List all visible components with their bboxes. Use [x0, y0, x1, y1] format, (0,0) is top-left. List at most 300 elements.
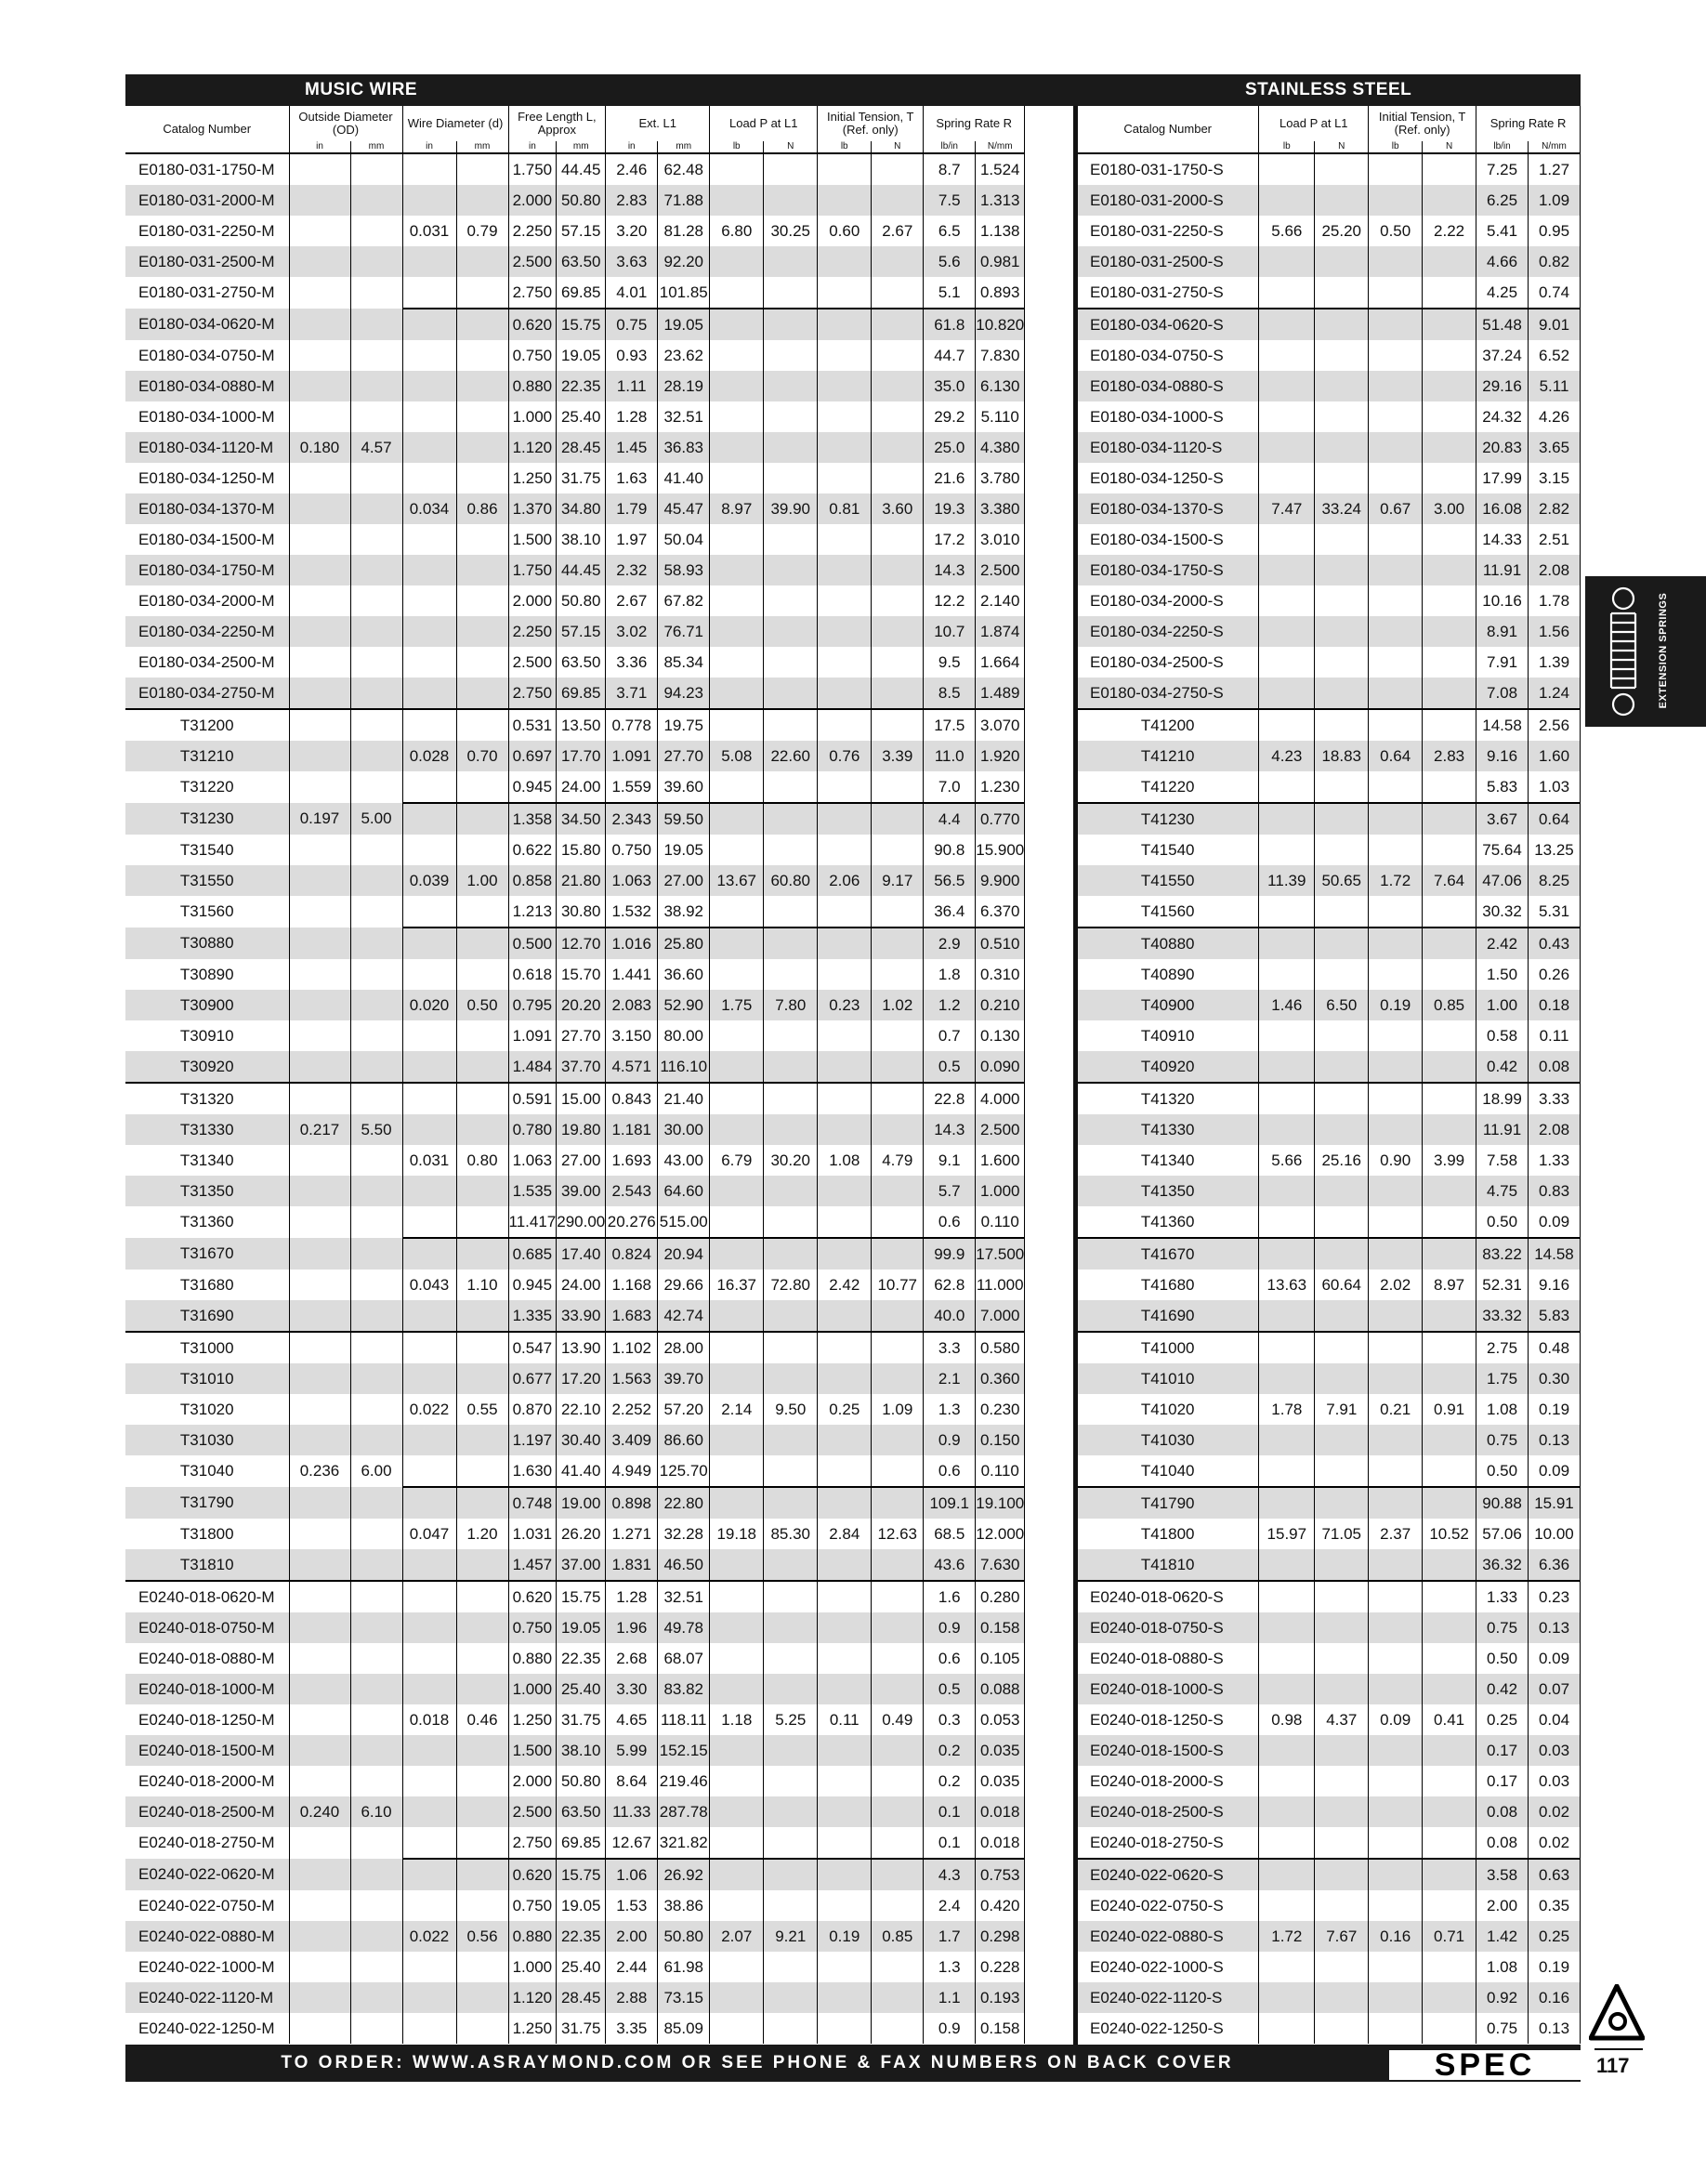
table-cell: 0.71: [1423, 1921, 1476, 1952]
table-row: [1077, 585, 1581, 616]
table-cell: [289, 709, 350, 741]
catalog-number-cell: E0180-031-2000-M: [125, 185, 289, 216]
extension-springs-tab[interactable]: [1585, 576, 1706, 727]
table-cell: 0.620: [508, 1859, 557, 1890]
table-row: [1077, 1735, 1581, 1766]
table-cell: [402, 1363, 456, 1394]
table-cell: [1369, 246, 1423, 277]
table-cell: [764, 1581, 818, 1612]
table-cell: [710, 371, 764, 401]
table-cell: 0.98: [1259, 1704, 1315, 1735]
table-cell: [1259, 1952, 1315, 1982]
table-cell: [872, 1890, 924, 1921]
table-cell: [456, 585, 508, 616]
table-cell: 21.80: [557, 865, 606, 896]
table-cell: 6.130: [976, 371, 1025, 401]
table-cell: 0.5: [924, 1051, 976, 1083]
table-cell: 22.8: [924, 1083, 976, 1114]
table-cell: 0.622: [508, 835, 557, 865]
table-cell: 0.677: [508, 1363, 557, 1394]
table-cell: 15.900: [976, 835, 1025, 865]
catalog-number-cell: T41800: [1077, 1519, 1259, 1549]
catalog-number-cell: T41790: [1077, 1487, 1259, 1519]
table-cell: 0.880: [508, 371, 557, 401]
table-cell: 17.5: [924, 709, 976, 741]
table-cell: 36.32: [1476, 1549, 1529, 1581]
table-cell: [1369, 371, 1423, 401]
table-cell: 20.20: [557, 990, 606, 1020]
table-row: [1077, 1300, 1581, 1332]
table-cell: 34.50: [557, 803, 606, 835]
table-cell: [710, 709, 764, 741]
table-cell: 8.64: [606, 1766, 658, 1796]
table-cell: [456, 1051, 508, 1083]
table-cell: [872, 959, 924, 990]
table-cell: [764, 1766, 818, 1796]
table-cell: [1369, 1487, 1423, 1519]
catalog-number-cell: E0240-018-2500-S: [1077, 1796, 1259, 1827]
table-cell: 90.8: [924, 835, 976, 865]
catalog-number-cell: T41020: [1077, 1394, 1259, 1425]
table-cell: 37.00: [557, 1549, 606, 1581]
table-cell: 0.9: [924, 1425, 976, 1455]
table-cell: 1.271: [606, 1519, 658, 1549]
column-header: Spring Rate R: [924, 106, 1025, 141]
table-cell: 0.19: [1529, 1952, 1581, 1982]
table-cell: 7.08: [1476, 678, 1529, 709]
table-cell: [710, 1612, 764, 1643]
catalog-number-cell: E0180-031-2750-S: [1077, 277, 1259, 309]
table-cell: 37.24: [1476, 340, 1529, 371]
table-cell: [710, 1300, 764, 1332]
table-cell: 0.85: [872, 1921, 924, 1952]
table-cell: 33.90: [557, 1300, 606, 1332]
table-row: [125, 1425, 1025, 1455]
table-cell: [764, 616, 818, 647]
table-cell: 61.98: [658, 1952, 710, 1982]
table-cell: [818, 2013, 872, 2044]
table-cell: [818, 1363, 872, 1394]
table-cell: [872, 1612, 924, 1643]
table-cell: [764, 1643, 818, 1674]
table-cell: [1369, 1735, 1423, 1766]
table-cell: 39.60: [658, 771, 710, 803]
column-header: Wire Diameter (d): [402, 106, 508, 141]
table-cell: [402, 309, 456, 340]
table-cell: [1369, 1643, 1423, 1674]
table-cell: [872, 678, 924, 709]
table-cell: [710, 1487, 764, 1519]
catalog-number-cell: E0240-018-2750-S: [1077, 1827, 1259, 1859]
catalog-number-cell: T31040: [125, 1455, 289, 1487]
table-cell: [710, 1363, 764, 1394]
table-cell: [456, 371, 508, 401]
table-cell: [710, 835, 764, 865]
table-cell: 5.41: [1476, 216, 1529, 246]
table-cell: [818, 771, 872, 803]
table-cell: [818, 1735, 872, 1766]
table-cell: [1259, 555, 1315, 585]
catalog-number-cell: E0180-034-2750-S: [1077, 678, 1259, 709]
table-cell: [1315, 1363, 1369, 1394]
unit-header: lb/in: [1476, 141, 1529, 153]
column-header: Catalog Number: [125, 106, 289, 153]
table-cell: 17.20: [557, 1363, 606, 1394]
table-cell: 0.58: [1476, 1020, 1529, 1051]
table-cell: [1369, 1083, 1423, 1114]
table-cell: [1259, 1300, 1315, 1332]
table-cell: 0.42: [1476, 1051, 1529, 1083]
table-row: [125, 896, 1025, 928]
table-cell: 41.40: [658, 463, 710, 493]
table-cell: [350, 959, 402, 990]
catalog-number-cell: E0240-022-0620-S: [1077, 1859, 1259, 1890]
catalog-number-cell: E0240-018-1500-M: [125, 1735, 289, 1766]
table-cell: [1423, 616, 1476, 647]
table-cell: 2.44: [606, 1952, 658, 1982]
catalog-number-cell: T30910: [125, 1020, 289, 1051]
table-cell: [1315, 340, 1369, 371]
table-cell: [1259, 277, 1315, 309]
table-cell: 0.76: [818, 741, 872, 771]
table-cell: [764, 928, 818, 959]
table-cell: [872, 309, 924, 340]
catalog-number-cell: T41230: [1077, 803, 1259, 835]
table-cell: [1423, 1612, 1476, 1643]
catalog-number-cell: E0240-022-1120-M: [125, 1982, 289, 2013]
table-cell: 515.00: [658, 1206, 710, 1238]
table-cell: [1259, 1982, 1315, 2013]
table-cell: 0.298: [976, 1921, 1025, 1952]
table-cell: 90.88: [1476, 1487, 1529, 1519]
table-cell: [350, 647, 402, 678]
table-cell: 0.105: [976, 1643, 1025, 1674]
catalog-number-cell: E0240-018-1250-M: [125, 1704, 289, 1735]
table-cell: [764, 709, 818, 741]
table-cell: [764, 585, 818, 616]
table-cell: 0.04: [1529, 1704, 1581, 1735]
table-cell: 2.22: [1423, 216, 1476, 246]
table-row: [1077, 990, 1581, 1020]
table-cell: 10.7: [924, 616, 976, 647]
table-cell: 69.85: [557, 277, 606, 309]
table-cell: 31.75: [557, 1704, 606, 1735]
table-cell: [818, 401, 872, 432]
table-cell: 1.335: [508, 1300, 557, 1332]
table-row: [125, 246, 1025, 277]
catalog-number-cell: E0240-018-2000-M: [125, 1766, 289, 1796]
table-cell: 2.08: [1529, 555, 1581, 585]
table-cell: [1315, 1332, 1369, 1363]
table-cell: [764, 463, 818, 493]
table-cell: 3.150: [606, 1020, 658, 1051]
section-header-bar: [125, 74, 1581, 106]
table-cell: [456, 835, 508, 865]
table-cell: 0.50: [1476, 1206, 1529, 1238]
catalog-number-cell: T31810: [125, 1549, 289, 1581]
table-cell: [1315, 1643, 1369, 1674]
catalog-number-cell: T31030: [125, 1425, 289, 1455]
table-cell: [764, 1735, 818, 1766]
table-cell: [350, 1704, 402, 1735]
table-cell: 5.7: [924, 1176, 976, 1206]
table-cell: [1259, 1051, 1315, 1083]
table-row: [1077, 1051, 1581, 1083]
table-row: [1077, 1238, 1581, 1270]
table-cell: 1.39: [1529, 647, 1581, 678]
table-cell: [402, 1051, 456, 1083]
table-cell: 19.05: [658, 835, 710, 865]
table-cell: [872, 2013, 924, 2044]
table-cell: [710, 803, 764, 835]
unit-header: N/mm: [976, 141, 1025, 153]
table-cell: [1315, 432, 1369, 463]
table-cell: 2.500: [508, 647, 557, 678]
table-cell: 2.1: [924, 1363, 976, 1394]
table-cell: [872, 928, 924, 959]
table-cell: [289, 493, 350, 524]
table-cell: [710, 277, 764, 309]
table-cell: 1.45: [606, 432, 658, 463]
table-cell: [289, 309, 350, 340]
table-cell: [1315, 1020, 1369, 1051]
table-row: [125, 1394, 1025, 1425]
table-cell: [289, 1612, 350, 1643]
table-row: [125, 1735, 1025, 1766]
table-cell: [1369, 1766, 1423, 1796]
table-cell: [1259, 1581, 1315, 1612]
table-cell: [764, 1425, 818, 1455]
table-cell: 17.40: [557, 1238, 606, 1270]
table-cell: 2.32: [606, 555, 658, 585]
table-cell: 9.17: [872, 865, 924, 896]
column-header: Load P at L1: [710, 106, 818, 141]
table-cell: [1315, 1206, 1369, 1238]
table-cell: [350, 371, 402, 401]
table-cell: [818, 1827, 872, 1859]
table-cell: 0.90: [1369, 1145, 1423, 1176]
table-cell: [872, 555, 924, 585]
table-cell: [350, 709, 402, 741]
table-cell: 0.7: [924, 1020, 976, 1051]
table-cell: [456, 1549, 508, 1581]
table-cell: 0.23: [1529, 1581, 1581, 1612]
table-cell: 25.0: [924, 432, 976, 463]
table-cell: 1.500: [508, 1735, 557, 1766]
table-cell: 0.893: [976, 277, 1025, 309]
table-cell: 86.60: [658, 1425, 710, 1455]
table-cell: 30.40: [557, 1425, 606, 1455]
table-row: [1077, 153, 1581, 185]
table-row: [1077, 1114, 1581, 1145]
table-row: [1077, 1363, 1581, 1394]
table-cell: [456, 1425, 508, 1455]
table-cell: 0.2: [924, 1766, 976, 1796]
table-cell: 44.45: [557, 555, 606, 585]
table-cell: [402, 1425, 456, 1455]
table-cell: 0.60: [818, 216, 872, 246]
table-cell: 15.80: [557, 835, 606, 865]
table-cell: [1369, 1425, 1423, 1455]
table-cell: [1259, 1238, 1315, 1270]
table-cell: [402, 1300, 456, 1332]
table-cell: [402, 1674, 456, 1704]
catalog-number-cell: T31200: [125, 709, 289, 741]
table-cell: [710, 401, 764, 432]
table-cell: 11.000: [976, 1270, 1025, 1300]
table-cell: [1259, 1114, 1315, 1145]
table-cell: 22.35: [557, 1643, 606, 1674]
table-cell: 0.360: [976, 1363, 1025, 1394]
table-cell: 0.778: [606, 709, 658, 741]
catalog-number-cell: E0240-022-1250-M: [125, 2013, 289, 2044]
table-cell: 1.197: [508, 1425, 557, 1455]
table-cell: 0.56: [456, 1921, 508, 1952]
table-cell: [1259, 1487, 1315, 1519]
table-row: [1077, 1982, 1581, 2013]
table-cell: 1.313: [976, 185, 1025, 216]
table-cell: 0.43: [1529, 928, 1581, 959]
table-cell: 0.80: [456, 1145, 508, 1176]
table-cell: 15.75: [557, 1859, 606, 1890]
table-cell: 2.500: [976, 1114, 1025, 1145]
table-cell: [289, 1394, 350, 1425]
catalog-number-cell: T41000: [1077, 1332, 1259, 1363]
table-row: [1077, 616, 1581, 647]
table-cell: [1315, 1300, 1369, 1332]
table-cell: 20.94: [658, 1238, 710, 1270]
catalog-number-cell: E0240-018-2750-M: [125, 1827, 289, 1859]
table-row: [1077, 1643, 1581, 1674]
table-cell: 1.28: [606, 1581, 658, 1612]
table-row: [125, 1519, 1025, 1549]
unit-header: mm: [456, 141, 508, 153]
table-cell: 36.83: [658, 432, 710, 463]
table-cell: 1.42: [1476, 1921, 1529, 1952]
catalog-number-cell: E0180-034-2500-S: [1077, 647, 1259, 678]
table-cell: [1369, 1176, 1423, 1206]
table-cell: 1.20: [456, 1519, 508, 1549]
table-cell: 43.6: [924, 1549, 976, 1581]
table-cell: 30.25: [764, 216, 818, 246]
table-cell: 7.0: [924, 771, 976, 803]
table-cell: [872, 1549, 924, 1581]
table-cell: [1315, 371, 1369, 401]
table-cell: [350, 216, 402, 246]
catalog-number-cell: E0240-022-1000-M: [125, 1952, 289, 1982]
table-cell: 0.031: [402, 216, 456, 246]
table-cell: [1315, 277, 1369, 309]
table-cell: [1259, 1083, 1315, 1114]
table-cell: 25.20: [1315, 216, 1369, 246]
table-cell: 19.05: [557, 1612, 606, 1643]
table-cell: [402, 928, 456, 959]
table-cell: [350, 309, 402, 340]
table-cell: 81.28: [658, 216, 710, 246]
table-cell: 0.110: [976, 1455, 1025, 1487]
table-cell: [818, 1766, 872, 1796]
table-cell: [350, 1487, 402, 1519]
catalog-number-cell: T41810: [1077, 1549, 1259, 1581]
column-header: Free Length L, Approx: [508, 106, 606, 141]
table-cell: [289, 990, 350, 1020]
table-cell: 4.25: [1476, 277, 1529, 309]
table-cell: 0.13: [1529, 1612, 1581, 1643]
table-cell: 11.91: [1476, 555, 1529, 585]
table-cell: 20.276: [606, 1206, 658, 1238]
table-cell: [710, 1890, 764, 1921]
table-cell: 2.37: [1369, 1519, 1423, 1549]
table-cell: 1.78: [1529, 585, 1581, 616]
table-cell: 69.85: [557, 678, 606, 709]
table-cell: 1.750: [508, 555, 557, 585]
table-cell: 83.22: [1476, 1238, 1529, 1270]
table-row: [125, 216, 1025, 246]
table-cell: [456, 340, 508, 371]
table-cell: [1423, 803, 1476, 835]
table-cell: [402, 771, 456, 803]
table-row: [125, 1332, 1025, 1363]
table-cell: [289, 1270, 350, 1300]
table-cell: [1259, 1020, 1315, 1051]
table-cell: [350, 678, 402, 709]
table-cell: [1315, 1859, 1369, 1890]
table-cell: [1315, 185, 1369, 216]
table-cell: 5.50: [350, 1114, 402, 1145]
table-row: [1077, 246, 1581, 277]
table-cell: [1423, 1487, 1476, 1519]
table-cell: [289, 246, 350, 277]
table-cell: 2.00: [1476, 1890, 1529, 1921]
unit-header: N: [872, 141, 924, 153]
table-cell: [456, 401, 508, 432]
table-cell: [350, 1735, 402, 1766]
table-cell: [1423, 1735, 1476, 1766]
table-cell: 5.11: [1529, 371, 1581, 401]
table-cell: [764, 340, 818, 371]
table-cell: 2.250: [508, 216, 557, 246]
table-cell: 32.51: [658, 401, 710, 432]
table-cell: 0.880: [508, 1643, 557, 1674]
table-cell: [1369, 432, 1423, 463]
table-cell: 0.08: [1529, 1051, 1581, 1083]
table-cell: 4.66: [1476, 246, 1529, 277]
table-row: [1077, 803, 1581, 835]
catalog-number-cell: E0240-018-2500-M: [125, 1796, 289, 1827]
table-cell: [1315, 463, 1369, 493]
table-cell: 1.630: [508, 1455, 557, 1487]
table-cell: [1259, 432, 1315, 463]
table-cell: 1.50: [1476, 959, 1529, 990]
table-cell: 68.5: [924, 1519, 976, 1549]
table-cell: 44.45: [557, 153, 606, 185]
table-cell: 2.000: [508, 185, 557, 216]
table-cell: 1.693: [606, 1145, 658, 1176]
table-row: [125, 835, 1025, 865]
table-cell: 63.50: [557, 1796, 606, 1827]
table-cell: 3.380: [976, 493, 1025, 524]
table-cell: [456, 1581, 508, 1612]
table-cell: [1315, 1455, 1369, 1487]
table-cell: 7.5: [924, 185, 976, 216]
table-cell: [872, 585, 924, 616]
table-cell: 0.750: [606, 835, 658, 865]
table-cell: [710, 928, 764, 959]
table-cell: [1259, 153, 1315, 185]
catalog-number-cell: E0240-022-1000-S: [1077, 1952, 1259, 1982]
table-cell: 0.85: [1423, 990, 1476, 1020]
table-cell: 10.52: [1423, 1519, 1476, 1549]
